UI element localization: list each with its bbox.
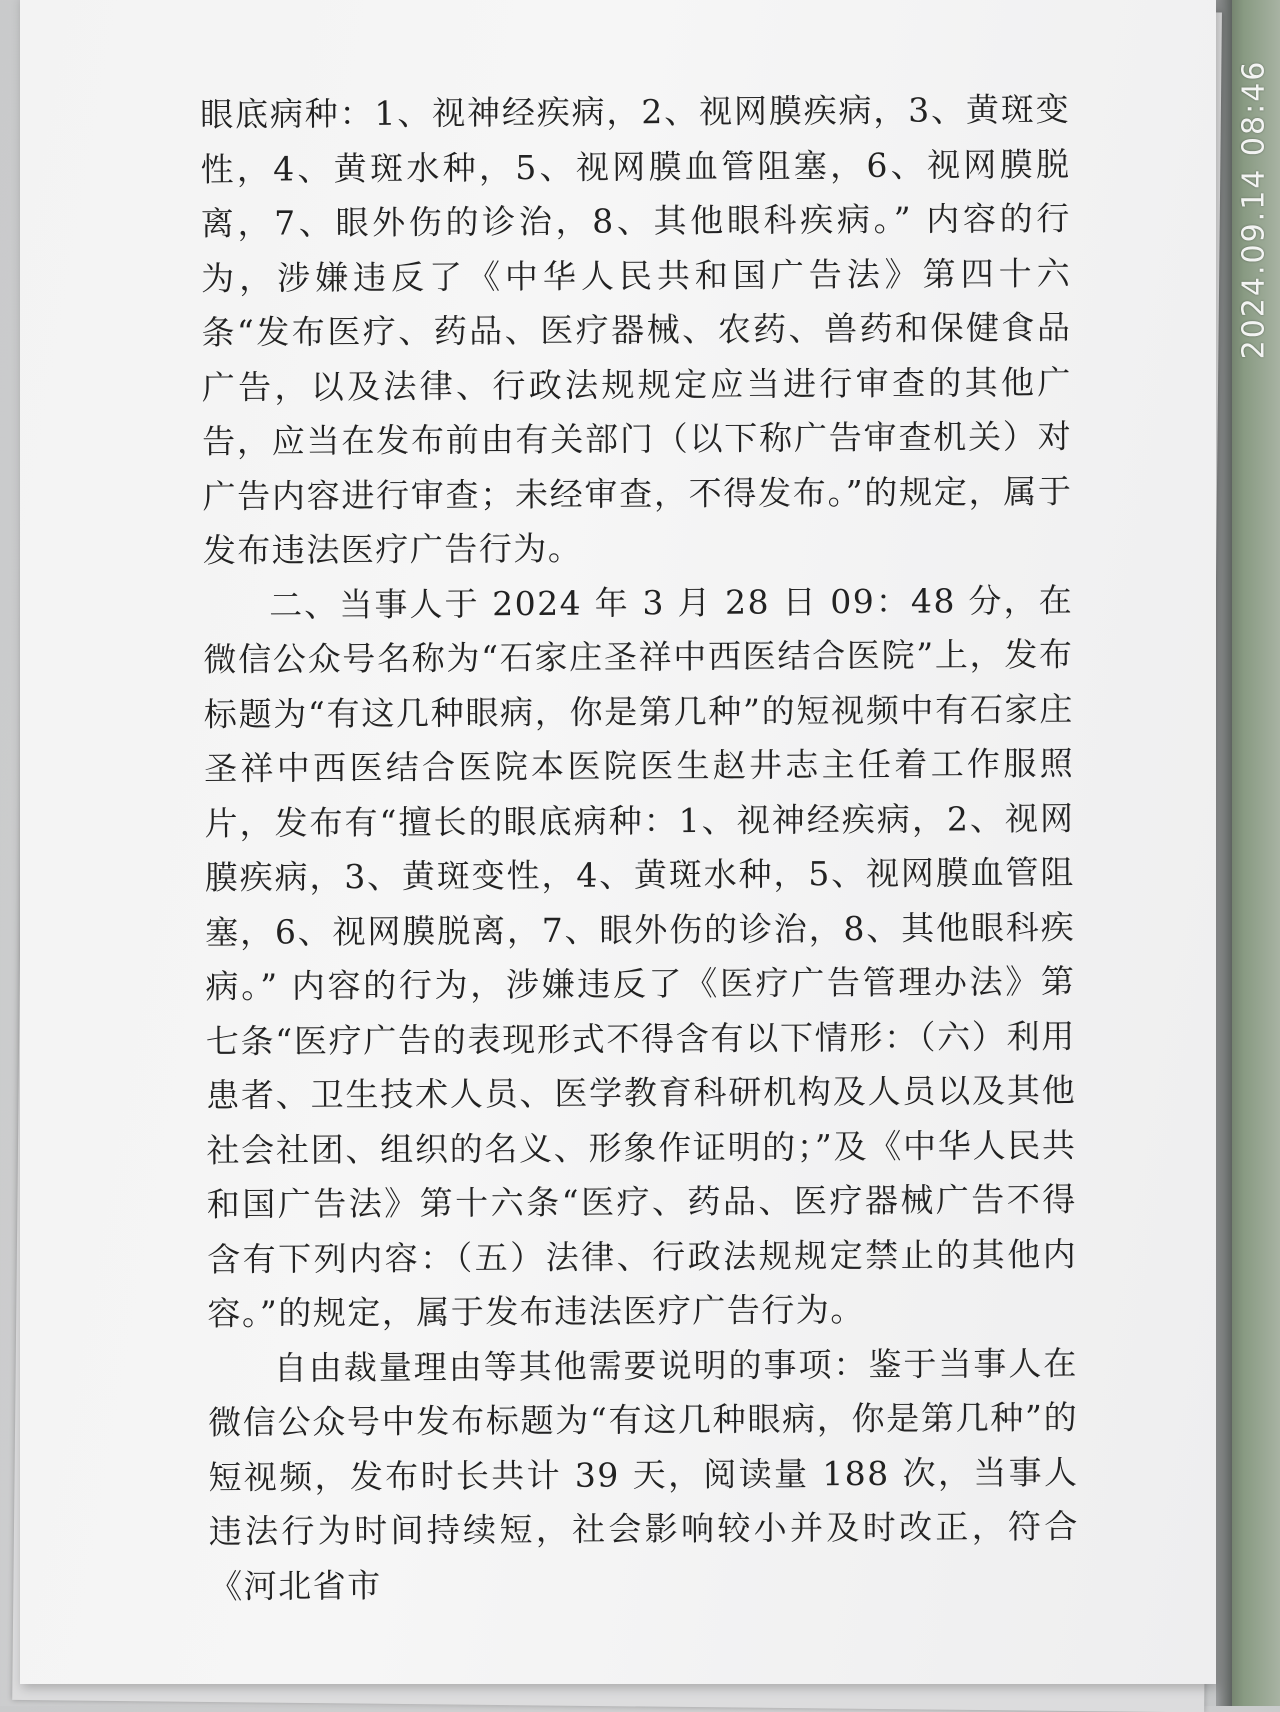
document-body (200, 83, 1079, 1614)
paragraph-continuation: 眼底病种：1、视神经疾病，2、视网膜疾病，3、黄斑变性，4、黄斑水种，5、视网膜血管阻塞，6、视网膜脱离，7、眼外伤的诊治，8、其他眼科疾病。” 内容的行为，涉嫌违反了《中华人民共和国广告法》第四十六条“发布医疗、药品、医疗器械、农药、兽药和保健食品广告，以及法律、行政法规规定应当进行审查的其他广告，应当在发布前由有关部门（以下称广告审查机关）对广告内容进行审查；未经审查，不得发布。”的规定，属于发布违法医疗广告行为。 (200, 89, 1073, 570)
paragraph-item-two: 二、当事人于 2024 年 3 月 28 日 09：48 分，在微信公众号名称为“石家庄圣祥中西医结合医院”上，发布标题为“有这几种眼病，你是第几种”的短视频中有石家庄圣祥中西医结合医院本医院医生赵井志主任着工作服照片，发布有“擅长的眼底病种：1、视神经疾病，2、视网膜疾病，3、黄斑变性，4、黄斑水种，5、视网膜血管阻塞，6、视网膜脱离，7、眼外伤的诊治，8、其他眼科疾病。” 内容的行为，涉嫌违反了《医疗广告管理办法》第七条“医疗广告的表现形式不得含有以下情形：（六）利用患者、卫生技术人员、医学教育科研机构及人员以及其他社会社团、组织的名义、形象作证明的；”及《中华人民共和国广告法》第十六条“医疗、药品、医疗器械广告不得含有下列内容：（五）法律、行政法规规定禁止的其他内容。”的规定，属于发布违法医疗广告行为。 (203, 580, 1078, 1333)
paragraph-discretion-reason: 自由裁量理由等其他需要说明的事项：鉴于当事人在微信公众号中发布标题为“有这几种眼病，你是第几种”的短视频，发布时长共计 39 天，阅读量 188 次，当事人违法行为时间持续短，社会影响较小并及时改正，符合《河北省市 (208, 1343, 1079, 1606)
photo-timestamp (1232, 44, 1276, 374)
photo-timestamp-text: 2024.09.14 08:46 (1236, 59, 1272, 359)
